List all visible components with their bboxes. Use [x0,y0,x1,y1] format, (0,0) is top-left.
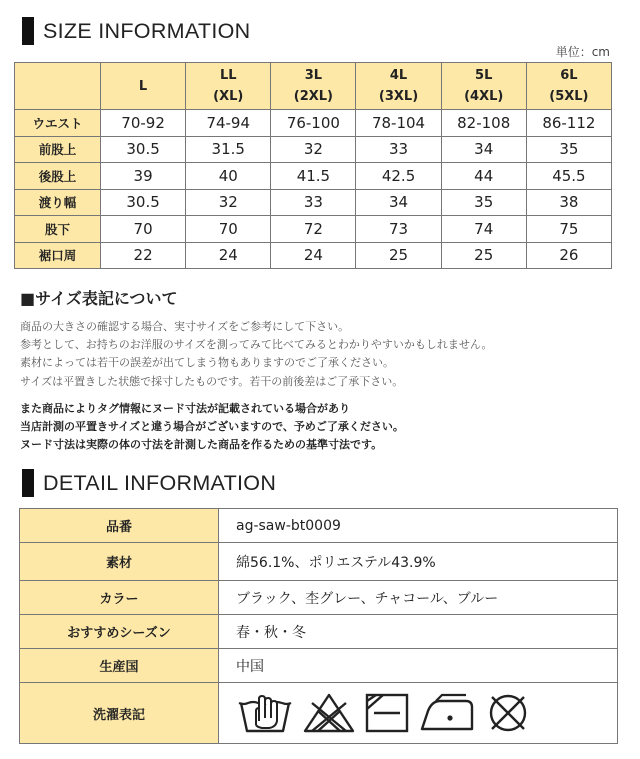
heading-marker [22,469,34,497]
row-label: 股下 [15,216,101,243]
detail-label: おすすめシーズン [20,615,219,649]
detail-row-product-code [20,509,618,543]
size-cell: 70 [101,216,186,243]
size-header-row [15,63,612,110]
size-cell: 30.5 [101,189,186,216]
detail-row-season [20,615,618,649]
size-notation-title: ■サイズ表記について [20,289,178,308]
size-cell: 42.5 [356,163,441,190]
size-cell: 31.5 [186,136,271,163]
row-label: 渡り幅 [15,189,101,216]
size-cell: 70-92 [101,110,186,137]
unit-label: 単位：cm [555,45,610,59]
detail-row-origin [20,649,618,683]
size-cell: 72 [271,216,356,243]
size-cell: 45.5 [526,163,611,190]
bold-note-line: ヌード寸法は実際の体の寸法を計測した商品を作るための基準寸法です。 [20,438,383,452]
detail-row-colors [20,581,618,615]
size-cell: 70 [186,216,271,243]
size-cell: 33 [356,136,441,163]
no-dry-clean-icon [484,691,532,735]
size-section-title: SIZE INFORMATION [43,18,251,43]
size-notes [20,318,493,391]
size-col-header: L [101,63,186,110]
note-line: 商品の大きさの確認する場合、実寸サイズをご参考にして下さい。 [20,320,350,333]
detail-row-material [20,543,618,581]
size-cell: 32 [271,136,356,163]
iron-low-icon [418,691,476,735]
size-cell: 41.5 [271,163,356,190]
size-cell: 78-104 [356,110,441,137]
detail-value: 春・秋・冬 [219,615,618,649]
size-cell: 24 [186,242,271,269]
detail-section-heading [22,469,276,497]
detail-label: 品番 [20,509,219,543]
hand-wash-icon [236,691,294,735]
size-cell: 24 [271,242,356,269]
size-cell: 35 [441,189,526,216]
table-row [15,163,612,190]
size-cell: 32 [186,189,271,216]
table-row [15,216,612,243]
size-cell: 76-100 [271,110,356,137]
size-cell: 25 [356,242,441,269]
size-cell: 44 [441,163,526,190]
size-table-corner [15,63,101,110]
note-line: 素材によっては若干の誤差が出てしまう物もありますのでご了承ください。 [20,356,394,370]
detail-value: 中国 [219,649,618,683]
note-line: サイズは平置きした状態で採寸したものです。若干の前後差はご了承下さい。 [20,374,404,388]
nude-size-notes [20,400,404,455]
table-row [15,242,612,269]
bold-note-line: 当店計測の平置きサイズと違う場合がございますので、予めご了承ください。 [20,420,404,434]
detail-label: 素材 [20,543,219,581]
size-cell: 40 [186,163,271,190]
size-cell: 86-112 [526,110,611,137]
size-table [14,62,612,269]
detail-value: ag-saw-bt0009 [219,509,618,543]
detail-section-title: DETAIL INFORMATION [43,470,277,495]
size-cell: 75 [526,216,611,243]
bold-note-line: また商品によりタグ情報にヌード寸法が記載されている場合があり [20,402,350,415]
detail-table [19,508,618,744]
size-cell: 74-94 [186,110,271,137]
table-row [15,110,612,137]
size-section-heading [22,17,250,45]
no-bleach-icon [302,691,356,735]
row-label: 後股上 [15,163,101,190]
size-col-header: LL (XL) [186,63,271,110]
detail-value: 綿56.1%、ポリエステル43.9% [219,543,618,581]
row-label: 裾口周 [15,242,101,269]
detail-label: 洗濯表記 [20,683,219,744]
size-cell: 33 [271,189,356,216]
size-cell: 26 [526,242,611,269]
size-cell: 22 [101,242,186,269]
size-cell: 73 [356,216,441,243]
size-col-header: 3L (2XL) [271,63,356,110]
size-cell: 25 [441,242,526,269]
heading-marker [22,17,34,45]
dry-flat-shade-icon [364,691,410,735]
table-row [15,136,612,163]
table-row [15,189,612,216]
size-cell: 38 [526,189,611,216]
size-cell: 35 [526,136,611,163]
size-cell: 34 [356,189,441,216]
detail-label: カラー [20,581,219,615]
size-col-header: 5L (4XL) [441,63,526,110]
row-label: 前股上 [15,136,101,163]
detail-label: 生産国 [20,649,219,683]
detail-row-care [20,683,618,744]
size-col-header: 4L (3XL) [356,63,441,110]
size-cell: 39 [101,163,186,190]
detail-value: ブラック、杢グレー、チャコール、ブルー [219,581,618,615]
row-label: ウエスト [15,110,101,137]
size-cell: 30.5 [101,136,186,163]
note-line: 参考として、お持ちのお洋服のサイズを測ってみて比べてみるとわかりやすいかもしれません。 [20,338,493,352]
size-cell: 74 [441,216,526,243]
size-cell: 82-108 [441,110,526,137]
size-col-header: 6L (5XL) [526,63,611,110]
size-cell: 34 [441,136,526,163]
care-symbols [219,683,618,744]
